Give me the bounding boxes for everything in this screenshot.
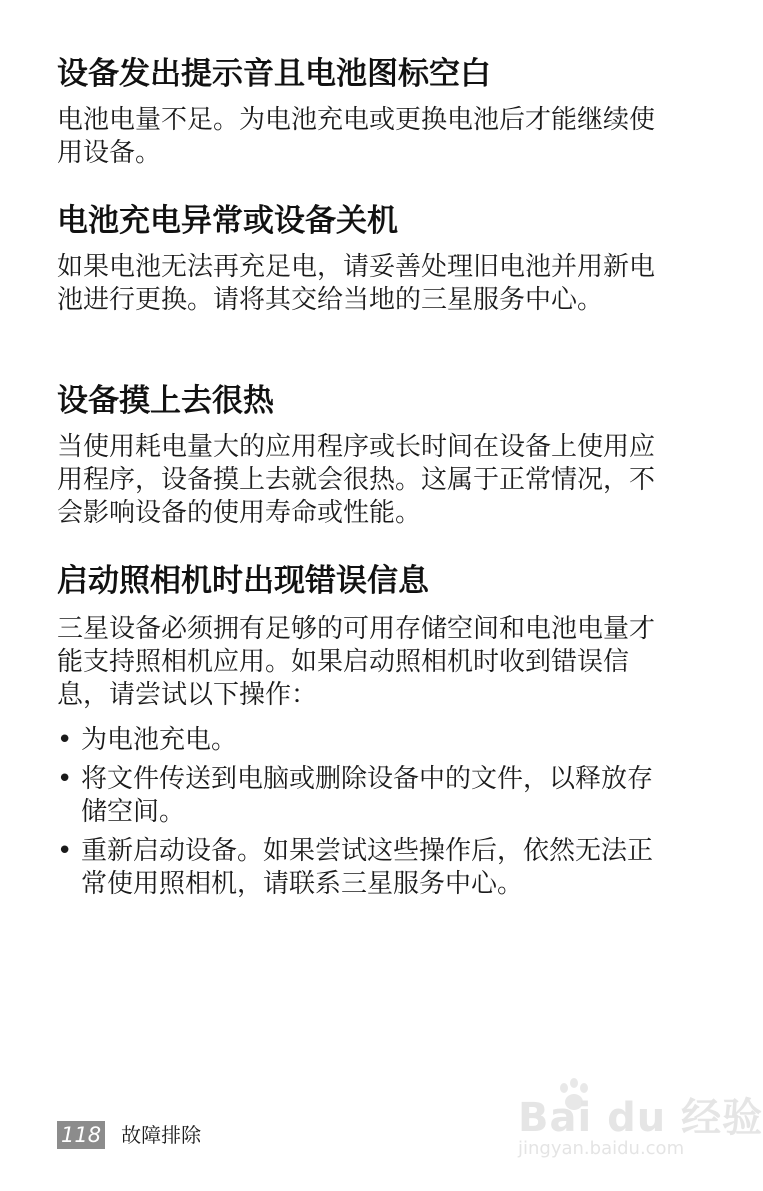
section-body-charging-abnormal: 如果电池无法再充足电，请妥善处理旧电池并用新电池进行更换。请将其交给当地的三星服务中心。 [57, 252, 656, 315]
list-item-text: 为电池充电。 [81, 725, 238, 755]
bullet-icon: • [57, 725, 73, 755]
bullet-icon: • [57, 764, 73, 794]
baidu-jingyan-watermark [488, 1082, 763, 1172]
section-body-beep-empty-battery: 电池电量不足。为电池充电或更换电池后才能继续使用设备。 [57, 105, 656, 168]
bullet-icon: • [57, 836, 73, 866]
section-heading-device-hot: 设备摸上去很热 [57, 383, 274, 419]
page-footer [57, 1121, 201, 1149]
watermark-url: jingyan.baidu.com [518, 1138, 685, 1159]
section-body-device-hot: 当使用耗电量大的应用程序或长时间在设备上使用应用程序，设备摸上去就会很热。这属于正常情况，不会影响设备的使用寿命或性能。 [57, 432, 656, 528]
camera-error-steps-list [57, 724, 677, 907]
footer-section-name: 故障排除 [121, 1123, 202, 1147]
section-body-camera-error: 三星设备必须拥有足够的可用存储空间和电池电量才能支持照相机应用。如果启动照相机时收到错误信息，请尝试以下操作： [57, 614, 656, 710]
list-item [57, 835, 677, 901]
section-heading-beep-empty-battery: 设备发出提示音且电池图标空白 [57, 56, 491, 92]
watermark-logo-text: Bai du 经验 [518, 1095, 763, 1141]
section-heading-charging-abnormal: 电池充电异常或设备关机 [57, 203, 398, 239]
list-item [57, 763, 677, 829]
list-item-text: 将文件传送到电脑或删除设备中的文件，以释放存储空间。 [81, 764, 654, 827]
section-heading-camera-error: 启动照相机时出现错误信息 [57, 563, 429, 599]
list-item [57, 724, 677, 757]
list-item-text: 重新启动设备。如果尝试这些操作后，依然无法正常使用照相机，请联系三星服务中心。 [81, 836, 654, 899]
page-number: 118 [57, 1121, 105, 1149]
